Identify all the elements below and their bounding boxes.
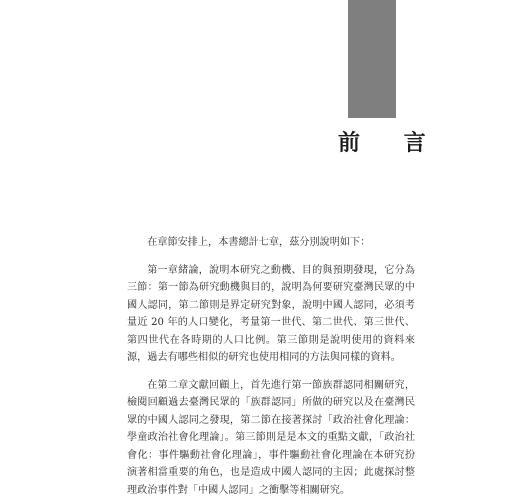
chapter-heading: 前 言 [338, 131, 444, 156]
paragraph-intro: 在章節安排上，本書總計七章，茲分別說明如下： [147, 237, 371, 248]
body-text [127, 234, 415, 499]
paragraph-chapter-two: 在第二章文獻回顧上，首先進行第一節族群認同相關研究，檢閱回顧過去臺灣民眾的「族群認同」所做的研究以及在臺灣民眾的中國人認同之發現，第二節在接著探討「政治社會化理論：學童政治社會化理論」。第三節則是是本文的重點文獻，「政治社會化：事件驅動社會化理論」，事件驅動社會化理論在本研究扮演著相當重要的角色，也是造成中國人認同的主因；此處探討整理政治事件對「中國人認同」之衝擊等相關研究。 [127, 379, 415, 496]
chapter-tab-marker [348, 0, 396, 118]
paragraph-chapter-one: 第一章緒論，說明本研究之動機、目的與預期發現，它分為三節：第一節為研究動機與目的，說明為何要研究臺灣民眾的中國人認同，第二節則是界定研究對象，說明中國人認同，必須考量近 20 年的人口變化，考量第一世代、第二世代、第三世代、第四世代在各時期的人口比例。第三節則是說明使用的資料來源，過去有哪些相似的研究也使用相同的方法與同樣的資料。 [127, 264, 415, 363]
